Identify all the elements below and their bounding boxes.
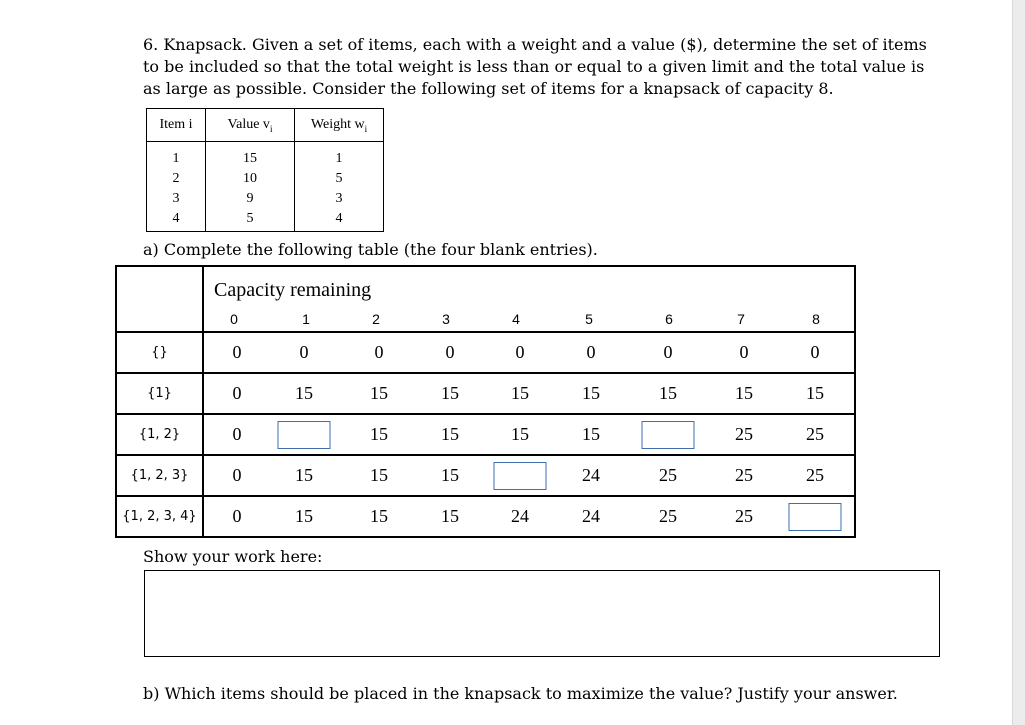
items-col-item xyxy=(147,142,206,232)
dp-cell-value: 15 xyxy=(295,383,313,403)
dp-blank-input-box[interactable] xyxy=(642,421,695,449)
dp-cell-value: 15 xyxy=(441,506,459,526)
question-line-2: to be included so that the total weight is less than or equal to a given limit and the total value is xyxy=(143,57,925,76)
dp-cell-value: 25 xyxy=(659,465,677,485)
dp-cell-value: 0 xyxy=(299,342,309,362)
dp-cell-value: 25 xyxy=(806,424,824,444)
dp-blank-input-box[interactable] xyxy=(789,503,842,531)
dp-blank-input-box[interactable] xyxy=(278,421,331,449)
dp-row-label: {} xyxy=(116,332,203,373)
item-value: 15 xyxy=(243,151,257,166)
dp-cell-value: 15 xyxy=(511,383,529,403)
dp-row-label: {1, 2} xyxy=(116,414,203,455)
dp-cell-value: 0 xyxy=(232,383,242,403)
right-scroll-margin xyxy=(1012,0,1025,725)
dp-header-cells xyxy=(203,266,855,332)
capacity-header-5: 5 xyxy=(585,311,593,327)
dp-cell-value: 25 xyxy=(735,424,753,444)
item-weight: 3 xyxy=(335,191,343,206)
dp-cell-value: 0 xyxy=(739,342,749,362)
item-id: 1 xyxy=(172,151,180,166)
item-weight: 4 xyxy=(335,211,343,226)
capacity-header-0: 0 xyxy=(230,311,238,327)
dp-blank-input-box[interactable] xyxy=(494,462,547,490)
dp-blank-entry[interactable] xyxy=(789,497,842,536)
dp-cell-value: 25 xyxy=(735,465,753,485)
dp-cell-value: 0 xyxy=(232,424,242,444)
item-weight: 5 xyxy=(335,171,343,186)
dp-cell-value: 15 xyxy=(370,383,388,403)
dp-cell-value: 15 xyxy=(735,383,753,403)
dp-cell-value: 24 xyxy=(511,506,529,526)
item-weight: 1 xyxy=(335,151,343,166)
capacity-header-6: 6 xyxy=(665,311,673,327)
dp-cell-value: 0 xyxy=(515,342,525,362)
dp-cell-value: 15 xyxy=(370,424,388,444)
dp-cell-value: 15 xyxy=(295,506,313,526)
item-id: 3 xyxy=(172,191,180,206)
dp-cell-value: 25 xyxy=(806,465,824,485)
dp-cell-value: 15 xyxy=(441,424,459,444)
dp-cell-value: 25 xyxy=(735,506,753,526)
dp-cell-value: 15 xyxy=(582,383,600,403)
item-value: 9 xyxy=(246,191,254,206)
dp-cell-value: 0 xyxy=(586,342,596,362)
dp-row-cells xyxy=(203,414,855,455)
dp-row-cells xyxy=(203,496,855,537)
dp-row-cells xyxy=(203,332,855,373)
show-work-label: Show your work here: xyxy=(143,547,323,566)
dp-table xyxy=(115,265,856,538)
question-line-3: as large as possible. Consider the following set of items for a knapsack of capacity 8. xyxy=(143,79,834,98)
dp-corner-cell xyxy=(116,266,203,332)
dp-cell-value: 25 xyxy=(659,506,677,526)
capacity-header-8: 8 xyxy=(812,311,820,327)
items-header-item: Item i xyxy=(147,109,206,142)
dp-cell-value: 15 xyxy=(295,465,313,485)
capacity-remaining-label: Capacity remaining xyxy=(214,279,372,301)
dp-row-label: {1} xyxy=(116,373,203,414)
items-col-weight xyxy=(295,142,384,232)
question-line-1: 6. Knapsack. Given a set of items, each with a weight and a value ($), determine the set of items xyxy=(143,35,927,54)
dp-cell-value: 0 xyxy=(232,465,242,485)
item-value: 5 xyxy=(246,211,254,226)
work-answer-box[interactable] xyxy=(144,570,940,657)
dp-row-cells xyxy=(203,373,855,414)
dp-row-label: {1, 2, 3, 4} xyxy=(116,496,203,537)
items-header-weight: Weight $w_i$ xyxy=(295,109,384,142)
dp-cell-value: 0 xyxy=(810,342,820,362)
item-id: 4 xyxy=(172,211,180,226)
dp-cell-value: 24 xyxy=(582,506,600,526)
capacity-header-1: 1 xyxy=(302,311,310,327)
question-text xyxy=(143,34,927,100)
dp-cell-value: 15 xyxy=(370,465,388,485)
items-header-value: Value $v_i$ xyxy=(206,109,295,142)
dp-row-cells xyxy=(203,455,855,496)
dp-row-label: {1, 2, 3} xyxy=(116,455,203,496)
dp-blank-entry[interactable] xyxy=(494,456,547,495)
dp-cell-value: 24 xyxy=(582,465,600,485)
dp-cell-value: 0 xyxy=(374,342,384,362)
dp-cell-value: 0 xyxy=(445,342,455,362)
items-col-value xyxy=(206,142,295,232)
dp-cell-value: 0 xyxy=(232,506,242,526)
capacity-header-3: 3 xyxy=(442,311,450,327)
item-id: 2 xyxy=(172,171,180,186)
item-value: 10 xyxy=(243,171,257,186)
part-b-prompt: b) Which items should be placed in the knapsack to maximize the value? Justify your answer. xyxy=(143,684,898,703)
dp-blank-entry[interactable] xyxy=(642,415,695,454)
dp-cell-value: 15 xyxy=(806,383,824,403)
dp-cell-value: 15 xyxy=(582,424,600,444)
items-table xyxy=(146,108,384,232)
dp-blank-entry[interactable] xyxy=(278,415,331,454)
capacity-header-7: 7 xyxy=(737,311,745,327)
dp-cell-value: 0 xyxy=(663,342,673,362)
capacity-header-2: 2 xyxy=(372,311,380,327)
dp-cell-value: 15 xyxy=(441,383,459,403)
dp-cell-value: 15 xyxy=(441,465,459,485)
part-a-prompt: a) Complete the following table (the four blank entries). xyxy=(143,240,598,259)
dp-cell-value: 0 xyxy=(232,342,242,362)
dp-cell-value: 15 xyxy=(659,383,677,403)
capacity-header-4: 4 xyxy=(512,311,520,327)
dp-cell-value: 15 xyxy=(511,424,529,444)
dp-cell-value: 15 xyxy=(370,506,388,526)
